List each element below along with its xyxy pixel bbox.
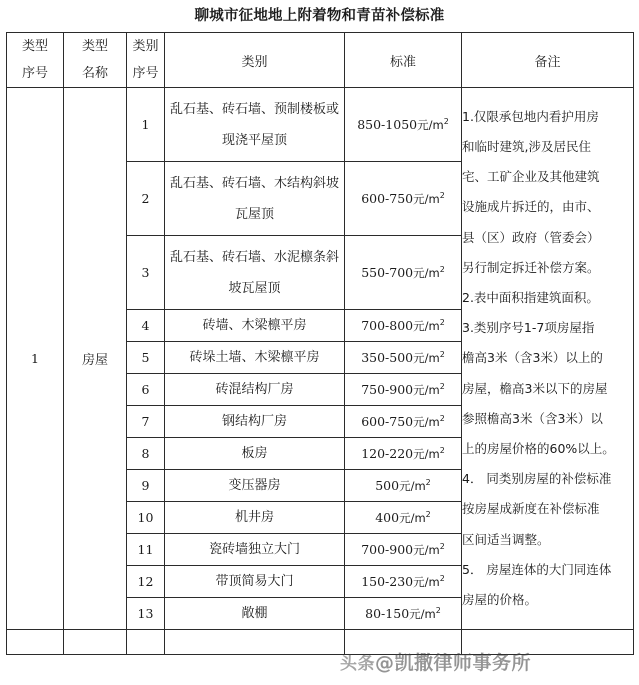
- table-row-partial: [7, 630, 634, 655]
- standard-unit-exponent: 2: [439, 413, 445, 423]
- standard-unit-exponent: 2: [439, 190, 445, 200]
- standard-unit-exponent: 2: [439, 264, 445, 274]
- remarks-line: 1.仅限承包地内看护用房: [462, 108, 599, 124]
- header-type-no-line2: 序号: [21, 66, 48, 81]
- table-cell-partial: [127, 630, 165, 655]
- category-no-cell: 4: [127, 310, 165, 342]
- header-category-no-line1: 类别: [132, 39, 159, 54]
- standard-cell: [345, 342, 462, 374]
- category-cell: 敞棚: [165, 598, 345, 630]
- remarks-line: 檐高3米（含3米）以上的: [462, 350, 603, 366]
- standard-cell: [345, 406, 462, 438]
- standard-cell: [345, 598, 462, 630]
- standard-unit: 元$/m^2$: [413, 541, 445, 557]
- standard-unit-exponent: 2: [443, 116, 449, 126]
- header-remarks: 备注: [462, 33, 634, 88]
- standard-cell: [345, 534, 462, 566]
- category-cell: 钢结构厂房: [165, 406, 345, 438]
- standard-unit: 元$/m^2$: [409, 605, 441, 621]
- standard-unit: 元$/m^2$: [413, 413, 445, 429]
- table-row: [7, 88, 634, 162]
- standard-unit: 元$/m^2$: [413, 381, 445, 397]
- category-cell: 带顶简易大门: [165, 566, 345, 598]
- standard-value: 700-900: [361, 541, 414, 557]
- standard-value: 350-500: [361, 349, 414, 365]
- category-no-cell: 1: [127, 88, 165, 162]
- standard-cell: [345, 502, 462, 534]
- header-type-name-line2: 名称: [81, 66, 108, 81]
- table-cell-partial: [7, 630, 64, 655]
- standard-unit-exponent: 2: [425, 509, 431, 519]
- table-cell-partial: [165, 630, 345, 655]
- standard-value: 500: [375, 477, 400, 493]
- remarks-line: 县（区）政府（管委会）: [462, 229, 600, 245]
- standard-value: 120-220: [361, 445, 414, 461]
- remarks-line: 房屋的价格。: [462, 592, 538, 608]
- category-no-cell: 11: [127, 534, 165, 566]
- standard-unit: 元$/m^2$: [413, 317, 445, 333]
- standard-unit-exponent: 2: [439, 317, 445, 327]
- compensation-standards-table: [6, 32, 634, 655]
- category-no-cell: 6: [127, 374, 165, 406]
- category-no-cell: 10: [127, 502, 165, 534]
- standard-value: 600-750: [361, 190, 414, 206]
- category-no-cell: 13: [127, 598, 165, 630]
- header-type-no-line1: 类型: [21, 39, 48, 54]
- category-cell: 瓷砖墙独立大门: [165, 534, 345, 566]
- remarks-line: 宅、工矿企业及其他建筑: [462, 169, 600, 185]
- header-type-name: [64, 33, 127, 88]
- header-category-no: [127, 33, 165, 88]
- remarks-line: 按房屋成新度在补偿标准: [462, 501, 600, 517]
- standard-value: 600-750: [361, 413, 414, 429]
- standard-cell: [345, 236, 462, 310]
- standard-cell: [345, 88, 462, 162]
- standard-unit: 元$/m^2$: [413, 190, 445, 206]
- category-cell: 板房: [165, 438, 345, 470]
- remarks-line: 和临时建筑,涉及居民住: [462, 138, 591, 154]
- standard-cell: [345, 438, 462, 470]
- category-cell: 乱石基、砖石墙、木结构斜坡瓦屋顶: [165, 162, 345, 236]
- category-no-cell: 9: [127, 470, 165, 502]
- category-cell: 乱石基、砖石墙、水泥檩条斜坡瓦屋顶: [165, 236, 345, 310]
- remarks-line: 3.类别序号1-7项房屋指: [462, 320, 595, 336]
- remarks-line: 区间适当调整。: [462, 531, 550, 547]
- header-category: 类别: [165, 33, 345, 88]
- page-title: 聊城市征地地上附着物和青苗补偿标准: [194, 8, 445, 24]
- remarks-line: 另行制定拆迁补偿方案。: [462, 259, 600, 275]
- remarks-line: 参照檐高3米（含3米）以: [462, 410, 603, 426]
- category-no-cell: 2: [127, 162, 165, 236]
- table-cell-partial: [345, 630, 462, 655]
- category-no-cell: 3: [127, 236, 165, 310]
- standard-unit: 元$/m^2$: [413, 573, 445, 589]
- category-cell: 机井房: [165, 502, 345, 534]
- standard-unit-exponent: 2: [425, 477, 431, 487]
- category-cell: 变压器房: [165, 470, 345, 502]
- standard-cell: [345, 310, 462, 342]
- category-no-cell: 7: [127, 406, 165, 438]
- category-no-cell: 12: [127, 566, 165, 598]
- standard-unit-exponent: 2: [439, 445, 445, 455]
- standard-cell: [345, 566, 462, 598]
- standard-unit: 元$/m^2$: [413, 445, 445, 461]
- standard-cell: [345, 374, 462, 406]
- header-type-no: [7, 33, 64, 88]
- standard-unit: 元$/m^2$: [413, 264, 445, 280]
- remarks-line: 房屋，檐高3米以下的房屋: [462, 380, 608, 396]
- watermark-text: @凯撒律师事务所: [375, 652, 532, 674]
- table-cell-partial: [64, 630, 127, 655]
- table-cell-partial: [462, 630, 634, 655]
- standard-unit: 元$/m^2$: [399, 477, 431, 493]
- remarks-line: 5． 房屋连体的大门同连体: [462, 561, 612, 577]
- type-name-cell: 房屋: [64, 88, 127, 630]
- category-no-cell: 8: [127, 438, 165, 470]
- standard-unit-exponent: 2: [435, 605, 441, 615]
- category-cell: 砖垛土墙、木梁檩平房: [165, 342, 345, 374]
- standard-unit-exponent: 2: [439, 541, 445, 551]
- remarks-line: 4． 同类别房屋的补偿标准: [462, 471, 612, 487]
- category-cell: 砖混结构厂房: [165, 374, 345, 406]
- standard-value: 850-1050: [357, 116, 418, 132]
- standard-value: 750-900: [361, 381, 414, 397]
- header-type-name-line1: 类型: [81, 39, 108, 54]
- standard-value: 700-800: [361, 317, 414, 333]
- standard-value: 80-150: [365, 605, 410, 621]
- standard-unit: 元$/m^2$: [413, 349, 445, 365]
- standard-unit: 元$/m^2$: [417, 116, 449, 132]
- standard-unit-exponent: 2: [439, 349, 445, 359]
- standard-unit-exponent: 2: [439, 573, 445, 583]
- type-no-cell: 1: [7, 88, 64, 630]
- header-standard: 标准: [345, 33, 462, 88]
- standard-value: 550-700: [361, 264, 414, 280]
- remarks-line: 2.表中面积指建筑面积。: [462, 289, 599, 305]
- watermark-prefix: 头条: [340, 654, 375, 674]
- standard-cell: [345, 162, 462, 236]
- remarks-cell: [462, 88, 634, 630]
- category-no-cell: 5: [127, 342, 165, 374]
- standard-value: 400: [375, 509, 400, 525]
- standard-cell: [345, 470, 462, 502]
- remarks-line: 设施成片拆迁的，由市、: [462, 199, 600, 215]
- category-cell: 砖墙、木梁檩平房: [165, 310, 345, 342]
- standard-value: 150-230: [361, 573, 414, 589]
- standard-unit-exponent: 2: [439, 381, 445, 391]
- remarks-line: 上的房屋价格的60%以上。: [462, 441, 615, 456]
- header-category-no-line2: 序号: [132, 66, 159, 81]
- category-cell: 乱石基、砖石墙、预制楼板或现浇平屋顶: [165, 88, 345, 162]
- table-header-row: [7, 33, 634, 88]
- standard-unit: 元$/m^2$: [399, 509, 431, 525]
